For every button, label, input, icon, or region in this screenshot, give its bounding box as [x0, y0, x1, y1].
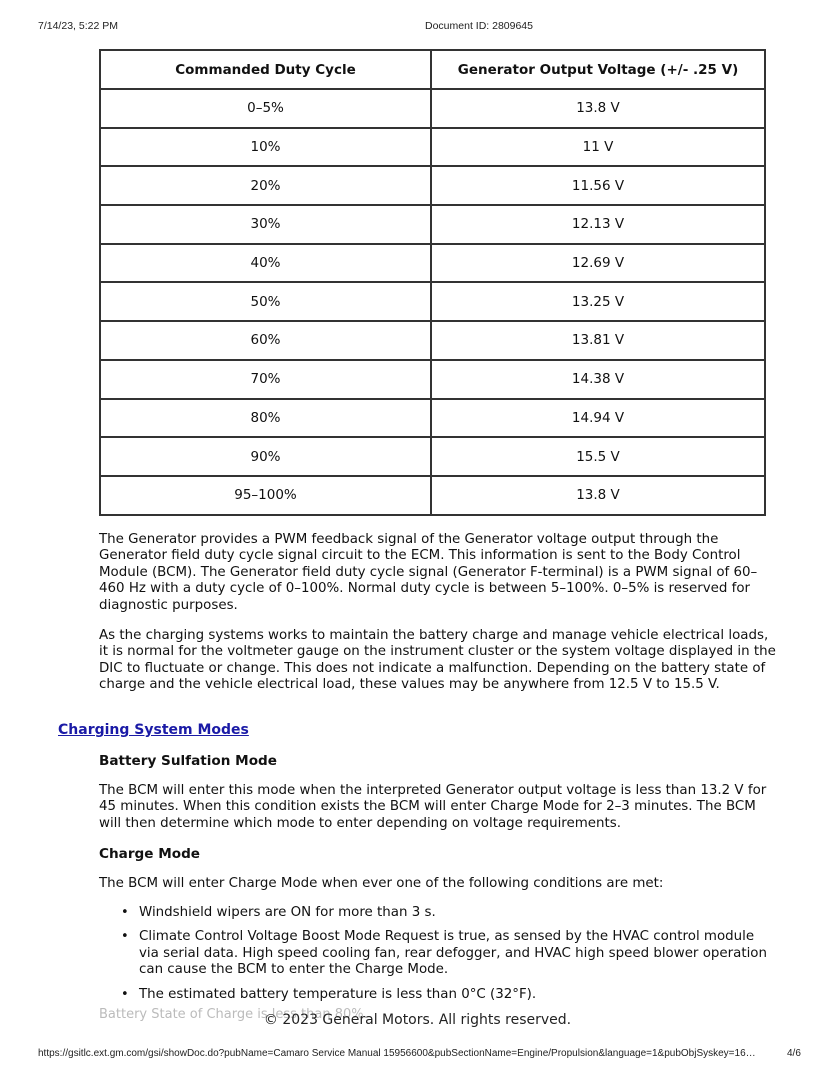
voltage-cell: 11.56 V — [431, 166, 765, 205]
duty-cycle-cell: 40% — [100, 244, 431, 283]
generator-feedback-paragraph: The Generator provides a PWM feedback signal of the Generator voltage output through the Generator field duty cycle signal circuit to the ECM. This information is sent to the Body Control Module (BCM). The Generator field duty cycle signal (Generator F-terminal) is a PWM signal of 60–460 Hz with a duty cycle of 0–100%. Normal duty cycle is between 5–100%. 0–5% is reserved for diagnostic purposes. — [99, 532, 758, 613]
source-url: https://gsitlc.ext.gm.com/gsi/showDoc.do?pubName=Camaro Service Manual 15956600&pubSectionName=Engine/Propulsion&language=1&pubObjSyskey=16… — [38, 1048, 756, 1059]
charge-mode-intro: The BCM will enter Charge Mode when ever one of the following conditions are met: — [99, 876, 664, 891]
charge-mode-conditions-list — [118, 905, 778, 1011]
page-number: 4/6 — [787, 1048, 801, 1059]
voltage-cell: 15.5 V — [431, 437, 765, 476]
voltage-cell: 12.69 V — [431, 244, 765, 283]
table-row — [100, 166, 765, 205]
duty-cycle-cell: 60% — [100, 321, 431, 360]
table-row — [100, 360, 765, 399]
duty-cycle-cell: 30% — [100, 205, 431, 244]
voltage-cell: 14.94 V — [431, 399, 765, 438]
list-item: • The estimated battery temperature is less than 0°C (32°F). — [118, 987, 778, 1003]
table-row — [100, 476, 765, 515]
table-row — [100, 128, 765, 167]
voltage-cell: 13.8 V — [431, 89, 765, 128]
duty-cycle-cell: 20% — [100, 166, 431, 205]
charging-system-modes-link[interactable]: Charging System Modes — [58, 722, 249, 738]
duty-cycle-cell: 0–5% — [100, 89, 431, 128]
voltage-cell: 11 V — [431, 128, 765, 167]
duty-cycle-cell: 95–100% — [100, 476, 431, 515]
voltage-cell: 13.25 V — [431, 282, 765, 321]
print-header — [0, 20, 835, 36]
duty-cycle-cell: 80% — [100, 399, 431, 438]
battery-sulfation-paragraph: The BCM will enter this mode when the interpreted Generator output voltage is less than 13.2 V for 45 minutes. When this condition exists the BCM will enter Charge Mode for 2–3 minutes. The BCM will then determine which mode to enter depending on voltage requirements. — [99, 783, 767, 831]
voltage-cell: 13.81 V — [431, 321, 765, 360]
list-item: • Windshield wipers are ON for more than 3 s. — [118, 905, 778, 921]
table-row — [100, 321, 765, 360]
print-footer — [0, 1048, 835, 1064]
voltage-cell: 12.13 V — [431, 205, 765, 244]
duty-cycle-cell: 50% — [100, 282, 431, 321]
document-id: Document ID: 2809645 — [425, 20, 533, 32]
table-header-row — [100, 50, 765, 89]
duty-cycle-cell: 90% — [100, 437, 431, 476]
duty-cycle-voltage-table — [99, 49, 766, 516]
column-header-duty-cycle: Commanded Duty Cycle — [100, 50, 431, 89]
battery-sulfation-heading: Battery Sulfation Mode — [99, 753, 277, 769]
table-row — [100, 205, 765, 244]
list-item: • Climate Control Voltage Boost Mode Request is true, as sensed by the HVAC control module via serial data. High speed cooling fan, rear defogger, and HVAC high speed blower operation can cause the BCM to enter the Charge Mode. — [118, 929, 778, 978]
charging-variation-paragraph: As the charging systems works to maintain the battery charge and manage vehicle electrical loads, it is normal for the voltmeter gauge on the instrument cluster or the system voltage displayed in the DIC to fluctuate or change. This does not indicate a malfunction. Depending on the battery state of charge and the vehicle electrical load, these values may be anywhere from 12.5 V to 15.5 V. — [99, 628, 776, 693]
table-row — [100, 437, 765, 476]
table-row — [100, 282, 765, 321]
cut-off-list-item: Battery State of Charge is less than 80%. — [99, 1007, 368, 1021]
table-row — [100, 399, 765, 438]
copyright-notice: © 2023 General Motors. All rights reserved. — [263, 1012, 572, 1028]
table-row — [100, 244, 765, 283]
voltage-cell: 14.38 V — [431, 360, 765, 399]
print-date: 7/14/23, 5:22 PM — [38, 20, 118, 32]
duty-cycle-cell: 10% — [100, 128, 431, 167]
voltage-cell: 13.8 V — [431, 476, 765, 515]
duty-cycle-cell: 70% — [100, 360, 431, 399]
column-header-output-voltage: Generator Output Voltage (+/- .25 V) — [431, 50, 765, 89]
charge-mode-heading: Charge Mode — [99, 846, 201, 862]
table-row — [100, 89, 765, 128]
